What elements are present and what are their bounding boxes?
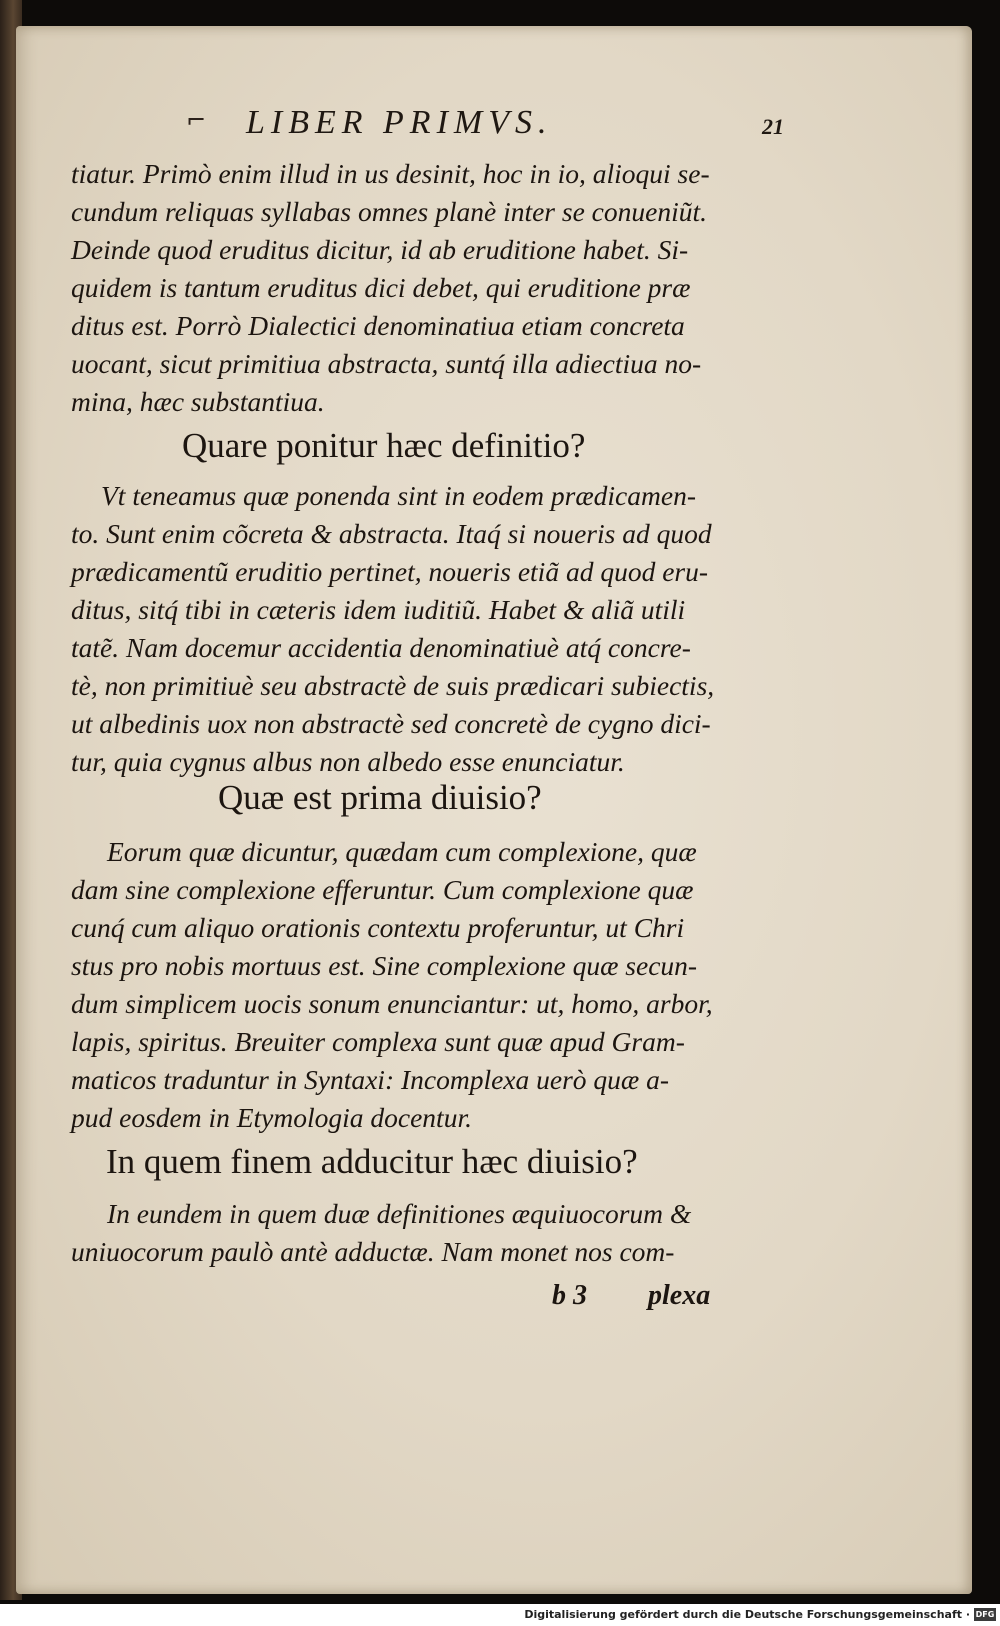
text-line: pud eosdem in Etymologia docentur. — [71, 1102, 472, 1133]
credit-text: Digitalisierung gefördert durch die Deutsche Forschungsgemeinschaft · — [524, 1608, 970, 1621]
credit-bar — [0, 1604, 1000, 1626]
text-line: tatẽ. Nam docemur accidentia denominatiuè atq́ concre- — [71, 632, 691, 663]
text-line: tur, quia cygnus albus non albedo esse enunciatur. — [71, 746, 625, 777]
text-line: dam sine complexione efferuntur. Cum complexione quæ — [71, 874, 694, 905]
text-line: In eundem in quem duæ definitiones æquiuocorum & — [107, 1198, 692, 1229]
signature-mark: b 3 — [552, 1280, 587, 1311]
header-mark: ⌐ — [186, 106, 207, 134]
text-line: tè, non primitiuè seu abstractè de suis prædicari subiectis, — [71, 670, 715, 701]
text-line: cunq́ cum aliquo orationis contextu proferuntur, ut Chri — [71, 912, 685, 943]
dfg-logo: DFG — [975, 1610, 995, 1619]
text-line: Vt teneamus quæ ponenda sint in eodem prædicamen- — [101, 480, 696, 511]
section-heading-2: Quæ est prima diuisio? — [218, 778, 542, 817]
page-number: 21 — [762, 114, 784, 139]
text-line: Eorum quæ dicuntur, quædam cum complexione, quæ — [107, 836, 697, 867]
text-line: lapis, spiritus. Breuiter complexa sunt quæ apud Gram- — [71, 1026, 685, 1057]
text-line: Deinde quod eruditus dicitur, id ab eruditione habet. Si- — [71, 234, 689, 265]
text-line: tiatur. Primò enim illud in us desinit, hoc in io, alioqui se- — [71, 158, 710, 189]
text-line: stus pro nobis mortuus est. Sine complexione quæ secun- — [71, 950, 698, 981]
text-line: ditus est. Porrò Dialectici denominatiua etiam concreta — [71, 310, 685, 341]
text-line: quidem is tantum eruditus dici debet, qui eruditione præ — [71, 272, 691, 303]
text-line: ditus, sitq́ tibi in cæteris idem iuditiũ. Habet & aliã utili — [71, 594, 686, 625]
text-line: cundum reliquas syllabas omnes planè inter se conueniũt. — [71, 196, 707, 227]
text-line: maticos traduntur in Syntaxi: Incomplexa uerò quæ a- — [71, 1064, 670, 1095]
catchword: plexa — [648, 1280, 711, 1311]
text-line: ut albedinis uox non abstractè sed concretè de cygno dici- — [71, 708, 711, 739]
page-header — [76, 104, 784, 154]
text-line: dum simplicem uocis sonum enunciantur: ut, homo, arbor, — [71, 988, 713, 1019]
text-line: mina, hæc substantiua. — [71, 386, 325, 417]
text-line: uocant, sicut primitiua abstracta, suntq́ illa adiectiua no- — [71, 348, 702, 379]
text-line: prædicamentũ eruditio pertinet, noueris etiã ad quod eru- — [71, 556, 709, 587]
book-page — [16, 26, 972, 1594]
text-line: to. Sunt enim cõcreta & abstracta. Itaq́ si noueris ad quod — [71, 518, 712, 549]
text-line: uniuocorum paulò antè adductæ. Nam monet nos com- — [71, 1236, 675, 1267]
section-heading-3: In quem finem adducitur hæc diuisio? — [106, 1142, 638, 1181]
running-title: LIBER PRIMVS. — [246, 104, 553, 141]
section-heading-1: Quare ponitur hæc definitio? — [182, 426, 586, 465]
